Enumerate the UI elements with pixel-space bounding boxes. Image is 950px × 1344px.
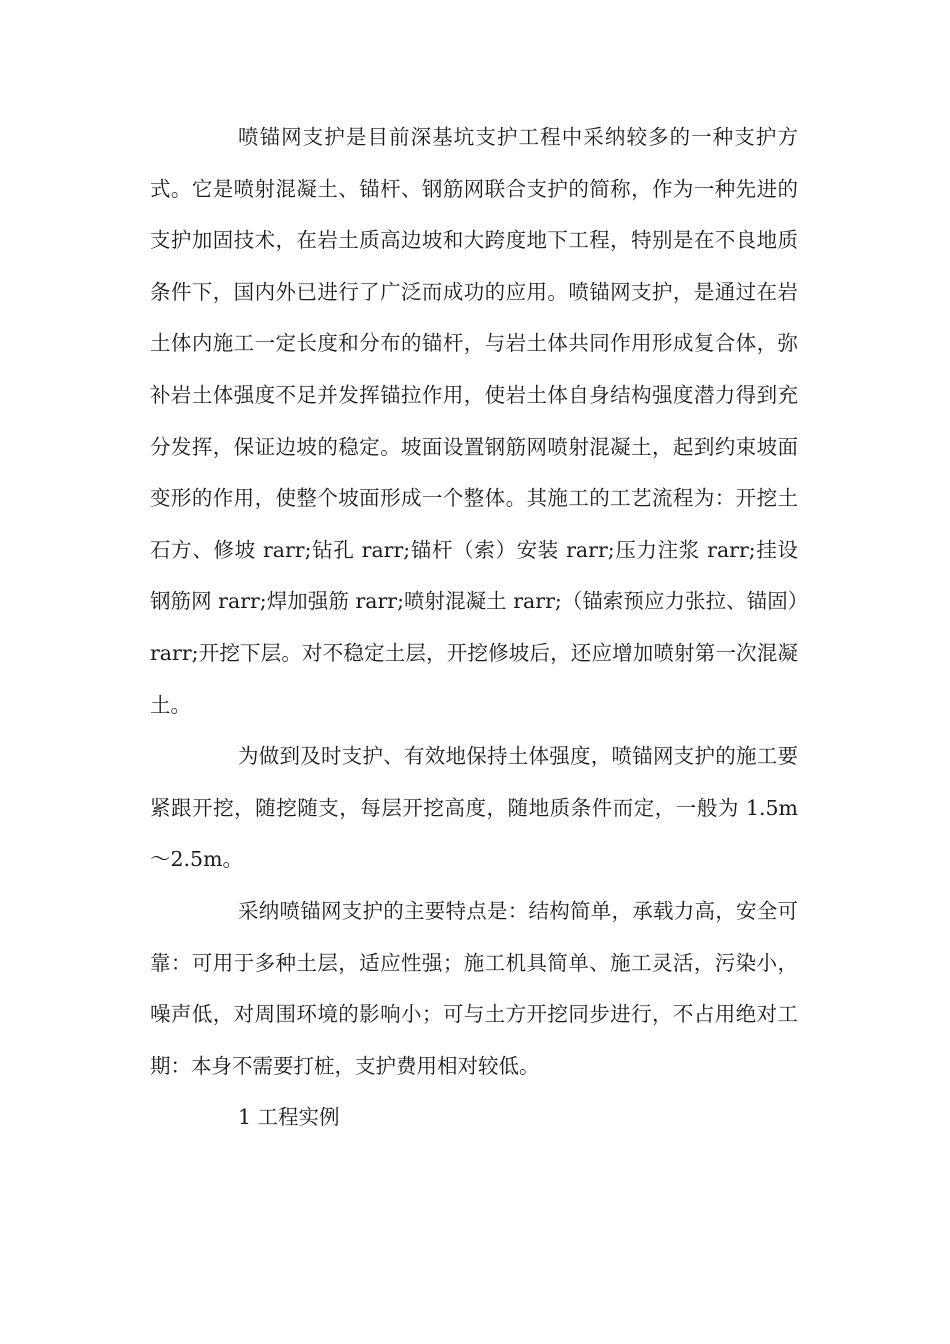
paragraph-intro: 喷锚网支护是目前深基坑支护工程中采纳较多的一种支护方式。它是喷射混凝土、锚杆、钢筋网联合支护的简称，作为一种先进的支护加固技术，在岩土质高边坡和大跨度地下工程，特别是在不良地质条件下，国内外已进行了广泛而成功的应用。喷锚网支护，是通过在岩土体内施工一定长度和分布的锚杆，与岩土体共同作用形成复合体，弥补岩土体强度不足并发挥锚拉作用，使岩土体自身结构强度潜力得到充分发挥，保证边坡的稳定。坡面设置钢筋网喷射混凝土，起到约束坡面变形的作用，使整个坡面形成一个整体。其施工的工艺流程为：开挖土石方、修坡 rarr;钻孔 rarr;锚杆（索）安装 rarr;压力注浆 rarr;挂设钢筋网 rarr;焊加强筋 rarr;喷射混凝土 rarr;（锚索预应力张拉、锚固）rarr;开挖下层。对不稳定土层，开挖修坡后，还应增加喷射第一次混凝土。 bbox=[150, 125, 798, 717]
document-body bbox=[150, 112, 798, 1144]
section-heading-engineering-example: 1 工程实例 bbox=[238, 1105, 340, 1130]
paragraph-features: 采纳喷锚网支护的主要特点是：结构简单，承载力高，安全可靠：可用于多种土层，适应性强；施工机具简单、施工灵活，污染小，噪声低，对周围环境的影响小；可与土方开挖同步进行，不占用绝对工期：本身不需要打桩，支护费用相对较低。 bbox=[150, 898, 798, 1078]
paragraph-construction-timing: 为做到及时支护、有效地保持土体强度，喷锚网支护的施工要紧跟开挖，随挖随支，每层开挖高度，随地质条件而定，一般为 1.5m～2.5m。 bbox=[150, 744, 798, 872]
